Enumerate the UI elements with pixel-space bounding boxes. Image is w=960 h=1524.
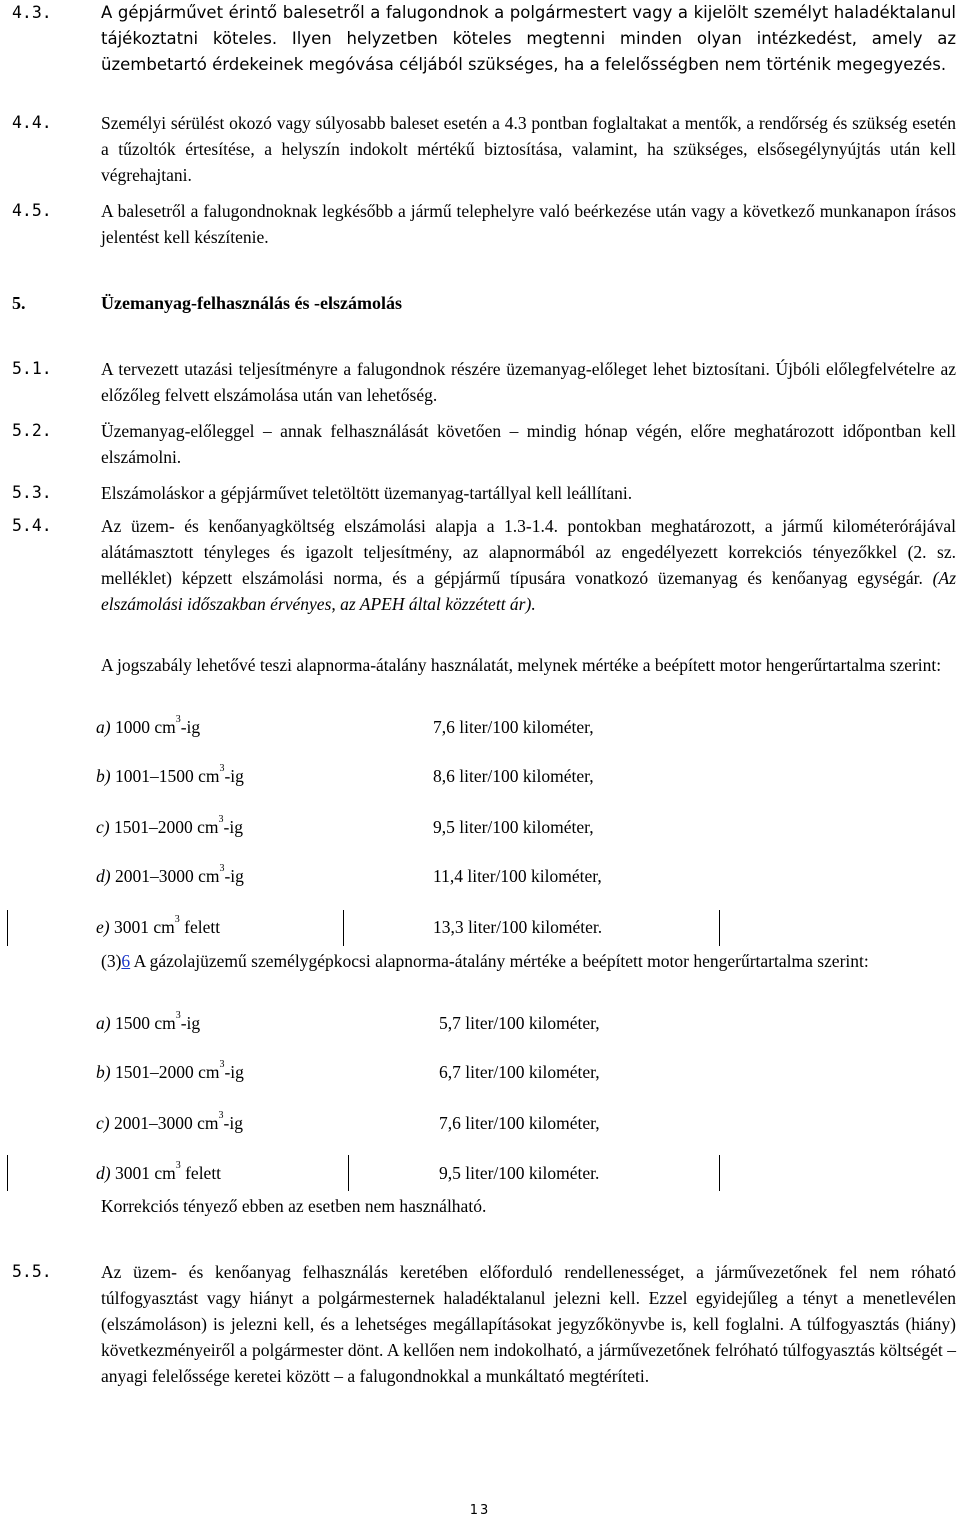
row-suffix: felett bbox=[180, 1163, 222, 1183]
row-letter: a) bbox=[96, 717, 111, 737]
clause-5-4 bbox=[12, 513, 956, 617]
row-suffix: -ig bbox=[180, 717, 201, 737]
row-range: 2001–3000 cm bbox=[114, 866, 220, 886]
row-letter: b) bbox=[96, 766, 111, 786]
row-letter: c) bbox=[96, 1113, 110, 1133]
section-number: 5. bbox=[12, 293, 26, 313]
row-unit-sup: 3 bbox=[218, 1110, 224, 1122]
row-value: 5,7 liter/100 kilométer, bbox=[439, 1013, 600, 1033]
clause-number: 4.4. bbox=[12, 113, 52, 132]
row-unit-sup: 3 bbox=[219, 1059, 225, 1071]
revision-bar bbox=[7, 1155, 8, 1191]
row-letter: d) bbox=[96, 866, 111, 886]
row-suffix: felett bbox=[179, 917, 221, 937]
clause-body: Az üzem- és kenőanyagköltség elszámolási alapja a 1.3-1.4. pontokban meghatározott, a jármű kilométerórájával alátámasztott tényleges és igazolt teljesítmény, az alapnormából az engedélyezett korrekciós tényezőkkel (2. sz. melléklet) képzett elszámolási norma, és a gépjármű típusára vonatkozó üzemanyag és kenőanyag egységár. bbox=[101, 516, 956, 588]
section-heading bbox=[12, 290, 402, 316]
petrol-row-e bbox=[96, 914, 796, 940]
clause-italic-note: (Az elszámolási időszakban érvényes, az APEH által közzétett ár). bbox=[101, 568, 956, 614]
diesel-row-a bbox=[96, 1010, 796, 1036]
row-letter: c) bbox=[96, 817, 110, 837]
row-range: 1000 cm bbox=[114, 717, 176, 737]
clause-number: 5.4. bbox=[12, 516, 52, 535]
row-letter: d) bbox=[96, 1163, 111, 1183]
row-letter: a) bbox=[96, 1013, 111, 1033]
clause-text: A gépjárművet érintő balesetről a falugondnok a polgármestert vagy a kijelölt személyt haladéktalanul tájékoztatni köteles. Ilyen helyzetben köteles megtenni minden olyan intézkedést, amely az üzembetartó érdekeinek megóvása céljából szükséges, ha a felelősségben nem történik megegyezés. bbox=[101, 3, 956, 74]
row-unit-sup: 3 bbox=[218, 814, 224, 826]
clause-4-4 bbox=[12, 110, 956, 188]
row-unit-sup: 3 bbox=[175, 714, 181, 726]
petrol-row-b bbox=[96, 763, 796, 789]
row-letter: b) bbox=[96, 1062, 111, 1082]
clause-text: A balesetről a falugondnoknak legkésőbb a jármű telephelyre való beérkezése után vagy a következő munkanapon írásos jelentést kell készítenie. bbox=[101, 201, 956, 247]
clause-number: 5.3. bbox=[12, 483, 52, 502]
clause-number: 4.5. bbox=[12, 201, 52, 220]
row-letter: e) bbox=[96, 917, 110, 937]
row-range: 1001–1500 cm bbox=[114, 766, 220, 786]
petrol-row-a bbox=[96, 714, 796, 740]
row-value: 9,5 liter/100 kilométer. bbox=[439, 1163, 600, 1183]
clause-text: A tervezett utazási teljesítményre a falugondnok részére üzemanyag-előleget lehet biztosítani. Újbóli előlegfelvételre az előzőleg felvett elszámolása után van lehetőség. bbox=[101, 359, 956, 405]
petrol-row-d bbox=[96, 863, 796, 889]
section-title: Üzemanyag-felhasználás és -elszámolás bbox=[101, 293, 402, 313]
row-value: 7,6 liter/100 kilométer, bbox=[433, 717, 594, 737]
clause-text: Személyi sérülést okozó vagy súlyosabb baleset esetén a 4.3 pontban foglaltakat a mentők, a rendőrség és szükség esetén a tűzoltók értesítése, a helyszín indokolt mértékű biztosítása, valamint, ha szükséges, elsősegélynyújtás után kell végrehajtani. bbox=[101, 113, 956, 185]
diesel-row-d bbox=[96, 1160, 796, 1186]
row-range: 1501–2000 cm bbox=[113, 817, 219, 837]
clause-5-2 bbox=[12, 418, 956, 470]
petrol-intro: A jogszabály lehetővé teszi alapnorma-átalány használatát, melynek mértéke a beépített motor hengerűrtartalma szerint: bbox=[101, 655, 942, 675]
row-range: 2001–3000 cm bbox=[113, 1113, 219, 1133]
clause-text: Az üzem- és kenőanyag felhasználás keretében előforduló rendellenességet, a járművezetőnek fel nem róható túlfogyasztást vagy hiányt a polgármesternek haladéktalanul jelezni kell. Ezzel egyidejűleg a tényt a menetlevélen (elszámoláson) is jelezni kell, és a lehetséges megállapításokat jegyzőkönyvbe is, kell foglalni. A túlfogyasztás (hiány) következményeiről a polgármester dönt. A kellően nem indokolható, a járművezetőnek felróható túlfogyasztás költségét – anyagi felelőssége keretei között – a falugondnokkal a munkáltató megtéríteti. bbox=[101, 1262, 956, 1386]
diesel-row-c bbox=[96, 1110, 796, 1136]
clause-5-3 bbox=[12, 480, 956, 506]
row-value: 8,6 liter/100 kilométer, bbox=[433, 766, 594, 786]
row-unit-sup: 3 bbox=[174, 914, 180, 926]
clause-number: 5.1. bbox=[12, 359, 52, 378]
row-suffix: -ig bbox=[224, 766, 244, 786]
footnote-link[interactable]: 6 bbox=[121, 951, 131, 971]
row-unit-sup: 3 bbox=[175, 1160, 181, 1172]
clause-number: 4.3. bbox=[12, 3, 52, 22]
row-unit-sup: 3 bbox=[219, 763, 225, 775]
clause-text: Elszámoláskor a gépjárművet teletöltött üzemanyag-tartállyal kell leállítani. bbox=[101, 483, 633, 503]
row-value: 13,3 liter/100 kilométer. bbox=[433, 917, 603, 937]
clause-4-5 bbox=[12, 198, 956, 250]
row-suffix: -ig bbox=[180, 1013, 201, 1033]
row-unit-sup: 3 bbox=[175, 1010, 181, 1022]
diesel-row-b bbox=[96, 1059, 796, 1085]
row-suffix: -ig bbox=[224, 866, 244, 886]
row-value: 6,7 liter/100 kilométer, bbox=[439, 1062, 600, 1082]
row-suffix: -ig bbox=[224, 1062, 244, 1082]
revision-bar bbox=[7, 910, 8, 946]
paragraph-marker: (3) bbox=[101, 951, 122, 971]
row-range: 1501–2000 cm bbox=[114, 1062, 220, 1082]
petrol-row-c bbox=[96, 814, 796, 840]
diesel-intro-text: A gázolajüzemű személygépkocsi alapnorma-átalány mértéke a beépített motor hengerűrtartalma szerint: bbox=[130, 951, 869, 971]
row-unit-sup: 3 bbox=[219, 863, 225, 875]
row-suffix: -ig bbox=[223, 817, 243, 837]
clause-number: 5.2. bbox=[12, 421, 52, 440]
clause-text bbox=[101, 513, 956, 617]
clause-5-1 bbox=[12, 356, 956, 408]
row-value: 7,6 liter/100 kilométer, bbox=[439, 1113, 600, 1133]
clause-5-5 bbox=[12, 1259, 956, 1389]
clause-text: Üzemanyag-előleggel – annak felhasználását követően – mindig hónap végén, előre meghatározott időpontban kell elszámolni. bbox=[101, 421, 956, 467]
row-range: 3001 cm bbox=[113, 917, 175, 937]
row-value: 11,4 liter/100 kilométer, bbox=[433, 866, 602, 886]
clause-4-3 bbox=[12, 0, 956, 78]
clause-number: 5.5. bbox=[12, 1262, 52, 1281]
row-suffix: -ig bbox=[223, 1113, 243, 1133]
row-value: 9,5 liter/100 kilométer, bbox=[433, 817, 594, 837]
page-number: 13 bbox=[469, 1503, 491, 1518]
row-range: 1500 cm bbox=[114, 1013, 176, 1033]
diesel-intro bbox=[101, 948, 956, 974]
correction-note: Korrekciós tényező ebben az esetben nem használható. bbox=[101, 1196, 487, 1216]
row-range: 3001 cm bbox=[114, 1163, 176, 1183]
